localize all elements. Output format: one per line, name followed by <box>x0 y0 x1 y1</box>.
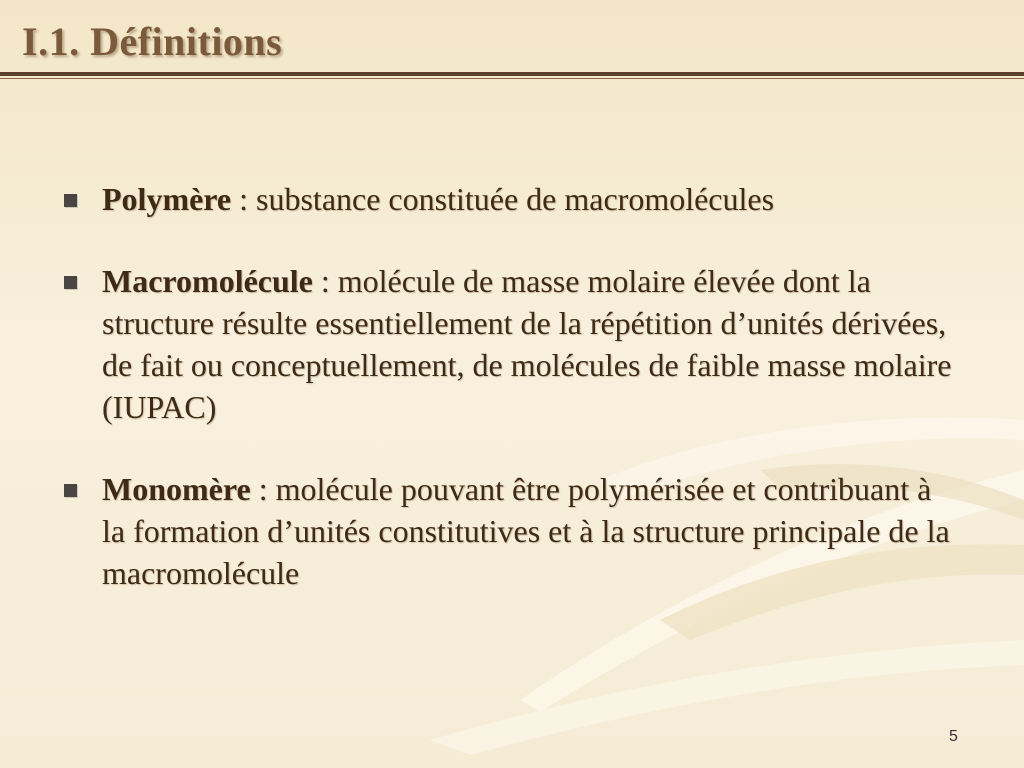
title-divider-thin <box>0 78 1024 79</box>
definition-term: Monomère <box>102 471 251 507</box>
page-number: 5 <box>949 728 958 745</box>
definition-text: substance constituée de macromolécules <box>256 181 775 217</box>
square-bullet-icon <box>64 484 77 497</box>
definition-text: molécule de masse molaire élevée dont la structure résulte essentiellement de la répétition d’unités dérivées, de fait ou conceptuellement, de molécules de faible masse molaire (IUPAC) <box>102 263 952 425</box>
definition-item-polymere <box>60 178 960 220</box>
definition-separator: : <box>312 263 338 299</box>
square-bullet-icon <box>64 276 77 289</box>
square-bullet-icon <box>64 194 77 207</box>
title-divider <box>0 72 1024 76</box>
definition-separator: : <box>250 471 276 507</box>
definition-term: Polymère <box>102 181 232 217</box>
definitions-list <box>60 178 960 594</box>
definition-text: molécule pouvant être polymérisée et contribuant à la formation d’unités constitutives et à la structure principale de la macromolécule <box>102 471 950 591</box>
definition-term: Macromolécule <box>102 263 313 299</box>
definition-item-macromolecule <box>60 260 960 428</box>
definition-item-monomere <box>60 468 960 594</box>
definition-separator: : <box>231 181 257 217</box>
slide-title: I.1. Définitions <box>22 19 283 64</box>
